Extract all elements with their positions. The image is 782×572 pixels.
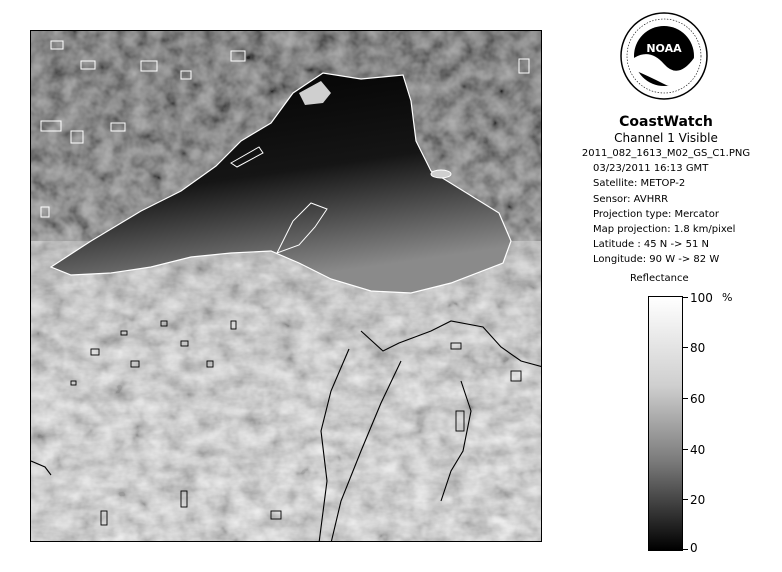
legend-title: Reflectance xyxy=(630,273,689,284)
tick-label: 40 xyxy=(690,443,706,457)
longitude-range: Longitude: 90 W -> 82 W xyxy=(593,254,720,265)
map-projection: Map projection: 1.8 km/pixel xyxy=(593,224,736,235)
tick-mark xyxy=(683,297,688,298)
projection-type: Projection type: Mercator xyxy=(593,209,719,220)
reflectance-scale-bar xyxy=(648,296,683,551)
tick-label: 80 xyxy=(690,341,706,355)
noaa-logo xyxy=(620,12,708,100)
date-time: 03/23/2011 16:13 GMT xyxy=(593,163,709,174)
tick-mark xyxy=(683,398,688,399)
channel-label: Channel 1 Visible xyxy=(614,131,718,145)
noaa-logo-label: NOAA xyxy=(646,42,682,55)
tick-label: 0 xyxy=(690,541,698,555)
tick-mark xyxy=(683,549,688,550)
tick-label: 20 xyxy=(690,493,706,507)
satellite-image xyxy=(30,30,542,542)
latitude-range: Latitude : 45 N -> 51 N xyxy=(593,239,709,250)
org-title: CoastWatch xyxy=(619,114,713,130)
tick-mark xyxy=(683,449,688,450)
file-name: 2011_082_1613_M02_GS_C1.PNG xyxy=(581,148,751,159)
sensor-info: Sensor: AVHRR xyxy=(593,194,669,205)
tick-mark xyxy=(683,347,688,348)
satellite-info: Satellite: METOP-2 xyxy=(593,178,686,189)
tick-label: 60 xyxy=(690,392,706,406)
tick-label: 100 xyxy=(690,291,713,305)
tick-mark xyxy=(683,499,688,500)
legend-unit: % xyxy=(722,291,733,304)
